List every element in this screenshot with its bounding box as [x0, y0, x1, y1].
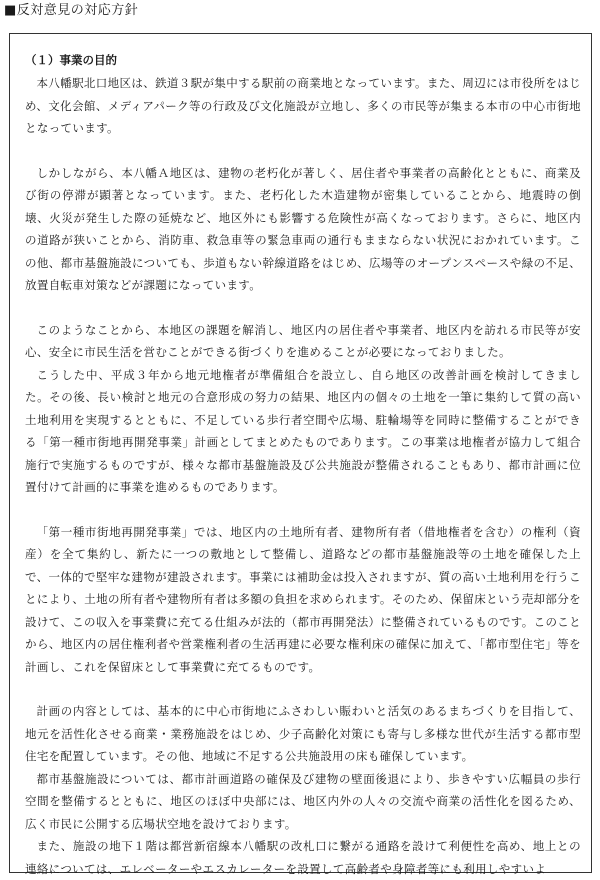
section-title: （１）事業の目的 [25, 53, 117, 67]
paragraph-need: このようなことから、本地区の課題を解消し、地区内の居住者や事業者、地区内を訪れる市民等が安心、安全に市民生活を営むことができる街づくりを進めることが必要になっておりました。 [25, 322, 581, 359]
paragraph-current-issues: しかしながら、本八幡Ａ地区は、建物の老朽化が著しく、居住者や事業者の高齢化とともに、商業及び街の停滞が顕著となっています。また、老朽化した木造建物が密集していることから、地震時の倒壊、火災が発生した際の延焼など、地区外にも影響する危険性が高くなっております。さらに、地区内の道路が狭いことから、消防車、救急車等の緊急車両の通行もままならない状況におかれています。この他、都市基盤施設についても、歩道もない幹線道路をはじめ、広場等のオープンスペースや緑の不足、放置自転車対策などが課題になっています。 [25, 165, 581, 292]
paragraph-redevelopment-scheme: 「第一種市街地再開発事業」では、地区内の土地所有者、建物所有者（借地権者を含む）の権利（資産）を全て集約し、新たに一つの敷地として整備し、道路などの都市基盤施設等の土地を確保した上で、一体的で堅牢な建物が建設されます。事業には補助金は投入されますが、質の高い土地利用を行うことにより、土地の所有者や建物所有者は多額の負担を求められます。そのため、保留床という売却部分を設けて、この収入を事業費に充てる仕組みが法的（都市再開発法）に整備されているものです。このことから、地区内の居住権利者や営業権利者の生活再建に必要な権利床の確保に加えて、「都市型住宅」等を計画し、これを保留床として事業費に充てるものです。 [25, 524, 581, 674]
paragraph-station-access: また、施設の地下１階は都営新宿線本八幡駅の改札口に繋がる通路を設けて利便性を高め、地上との連絡については、エレベーターやエスカレーターを設置して高齢者や身障者等にも利用しやすいよ [25, 839, 581, 876]
paragraph-purpose-intro: 本八幡駅北口地区は、鉄道３駅が集中する駅前の商業地となっています。また、周辺には市役所をはじめ、文化会館、メディアパーク等の行政及び文化施設が立地し、多くの市民等が集まる本市の中心市街地となっています。 [25, 76, 581, 135]
content-frame [9, 33, 592, 876]
paragraph-plan-content: 計画の内容としては、基本的に中心市街地にふさわしい賑わいと活気のあるまちづくりを目指して、地元を活性化させる商業・業務施設をはじめ、少子高齢化対策にも寄与し多様な世代が生活する都市型住宅を配置しています。その他、地域に不足する公共施設用の床も確保しています。 [25, 704, 581, 763]
paragraph-infrastructure: 都市基盤施設については、都市計画道路の確保及び建物の壁面後退により、歩きやすい広幅員の歩行空間を整備するとともに、地区のほぼ中央部には、地区内外の人々の交流や商業の活性化を図るため、広く市民に公開する広場状空地を設けております。 [25, 771, 581, 831]
document-header: ■反対意見の対応方針 [4, 3, 139, 18]
paragraph-background: こうした中、平成３年から地元地権者が準備組合を設立し、自ら地区の改善計画を検討してきました。その後、長い検討と地元の合意形成の努力の結果、地区内の個々の土地を一筆に集約して質の高い土地利用を実現するとともに、不足している歩行者空間や広場、駐輪場等を同時に整備することができる「第一種市街地再開発事業」計画としてまとめたものであります。この事業は地権者が協力して組合施行で実施するものですが、様々な都市基盤施設及び公共施設が整備されることもあり、都市計画に位置付けて計画的に事業を進めるものであります。 [25, 367, 581, 494]
